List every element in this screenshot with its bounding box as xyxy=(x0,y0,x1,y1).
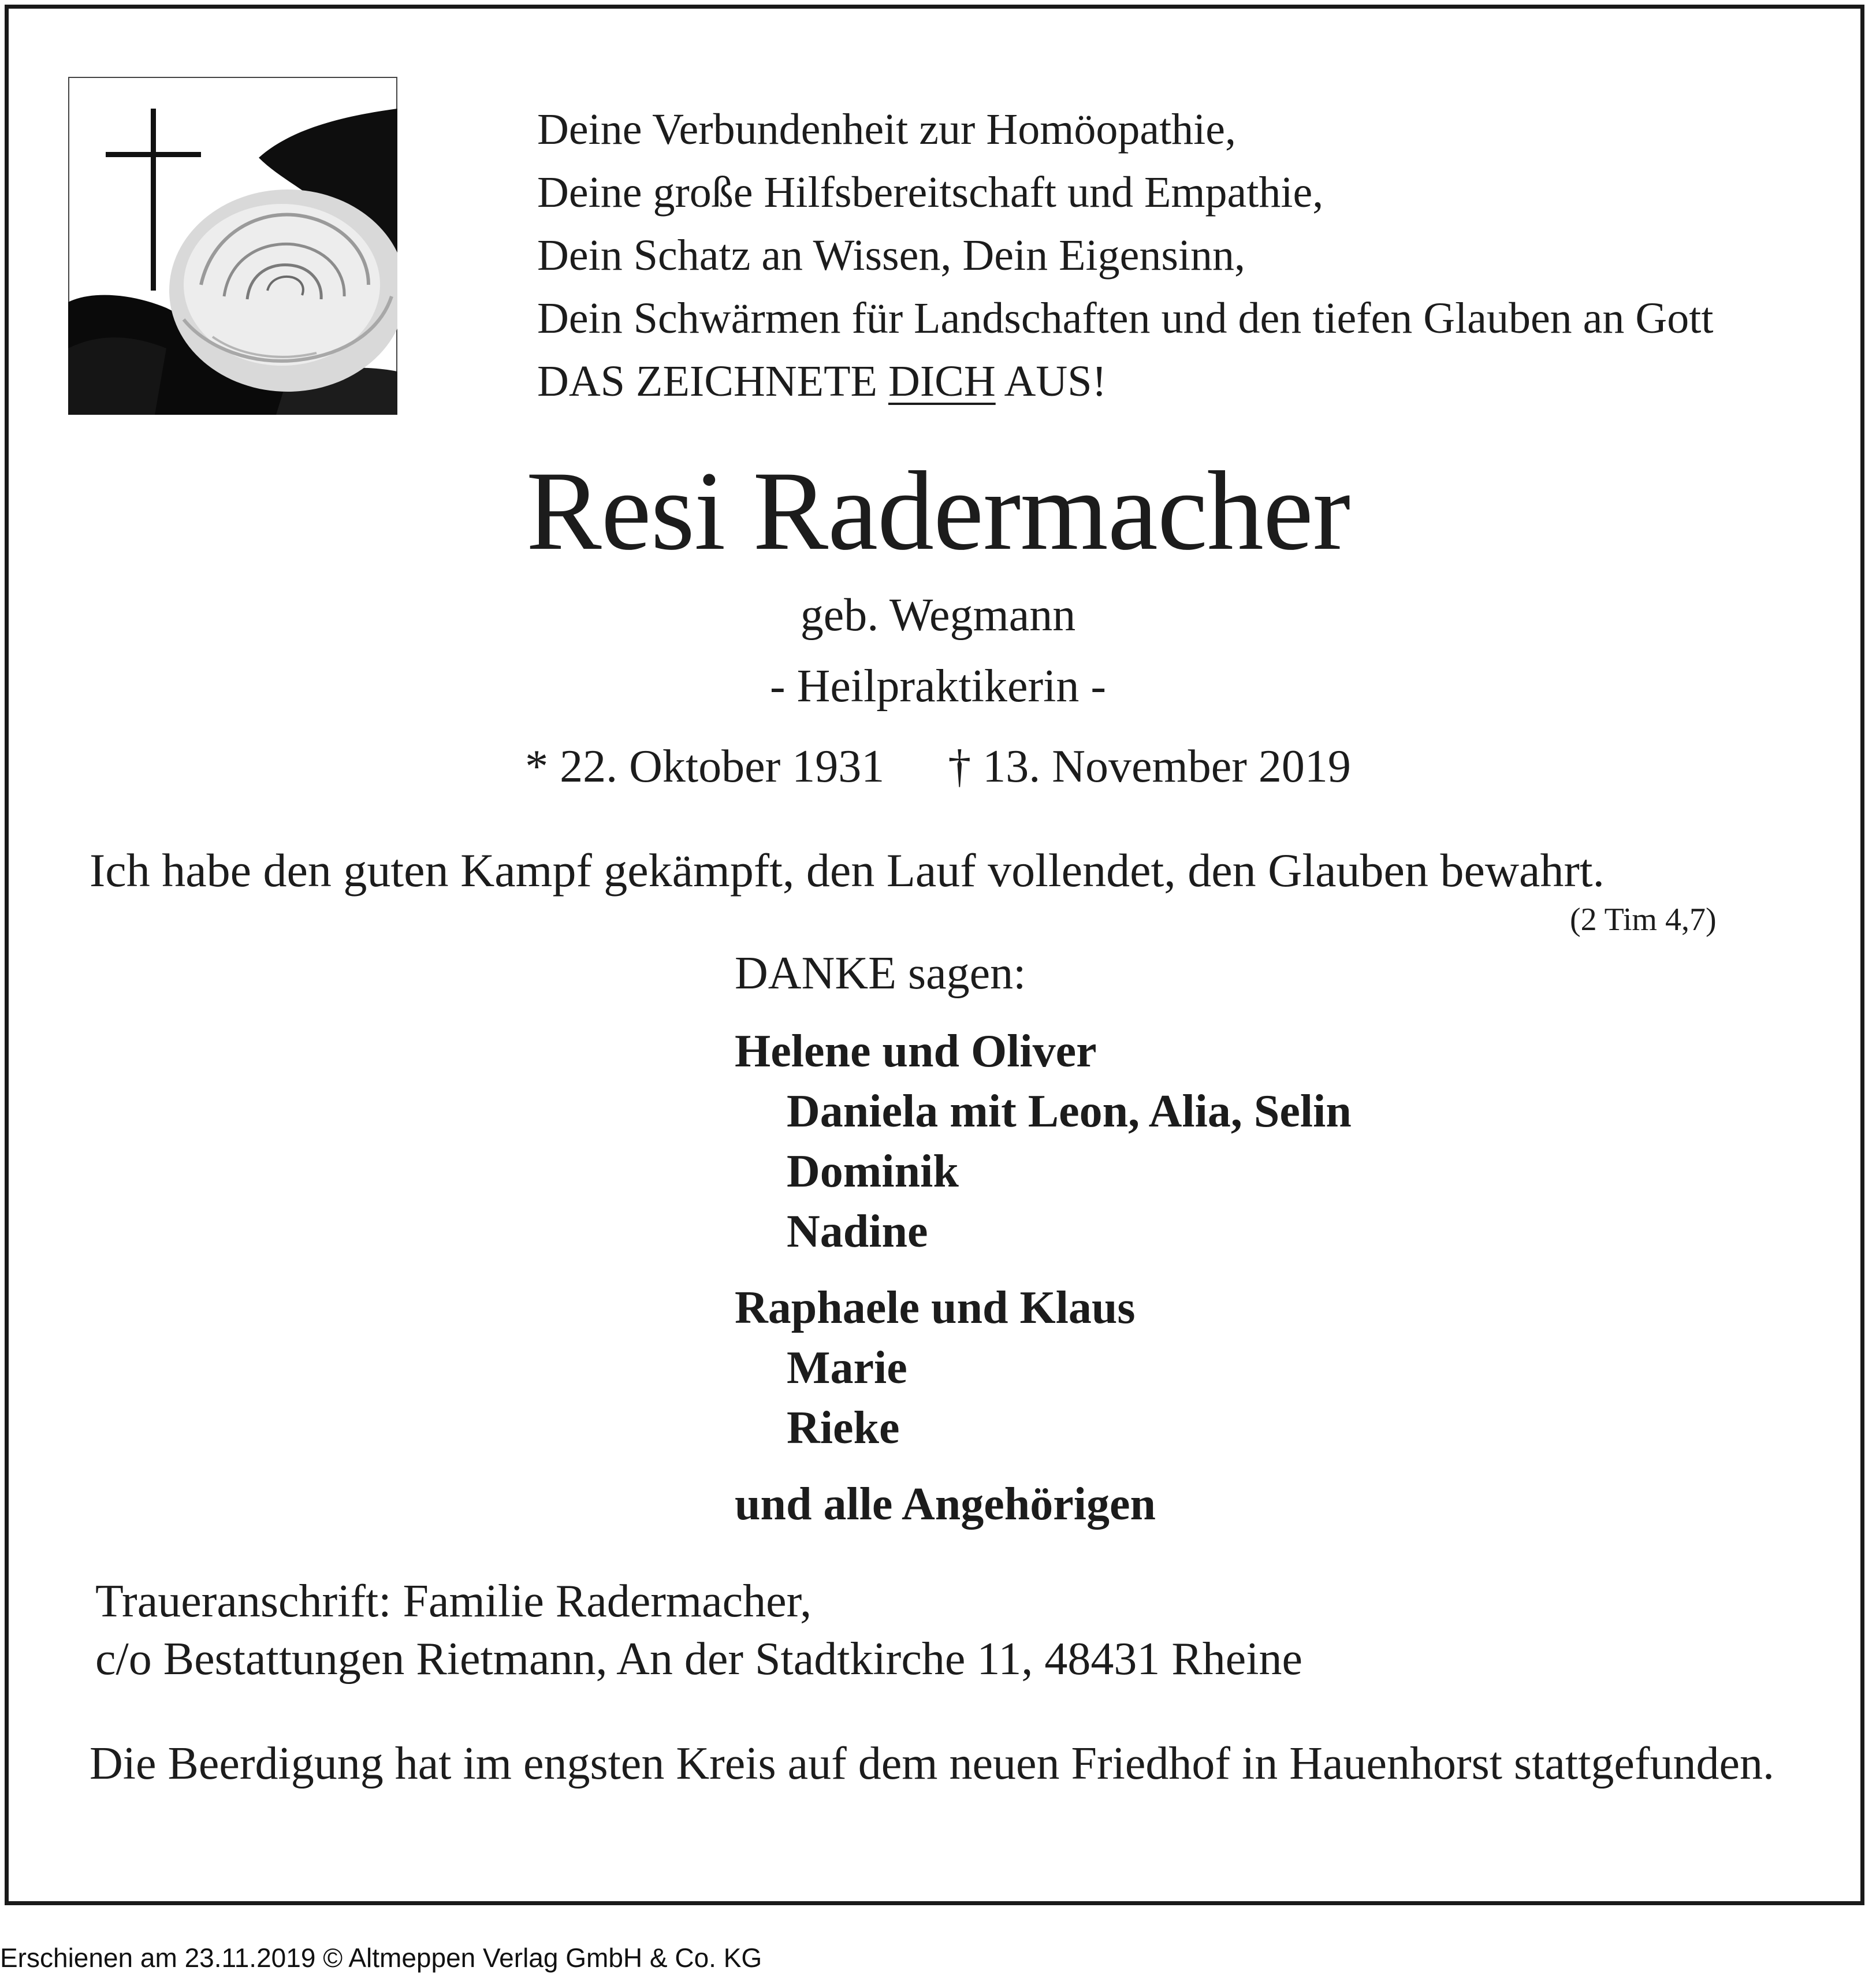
mourner-name: Dominik xyxy=(787,1146,959,1197)
verse-line xyxy=(537,350,1714,413)
death-date: † 13. November 2019 xyxy=(948,741,1351,792)
verse-line: Dein Schwärmen für Landschaften und den tiefen Glauben an Gott xyxy=(537,294,1714,343)
mourner-name: Helene und Oliver xyxy=(735,1026,1097,1077)
verse-line: Deine große Hilfsbereitschaft und Empathie, xyxy=(537,168,1324,217)
mourning-address xyxy=(95,1572,1302,1688)
mourners-list xyxy=(735,1021,1352,1534)
mourner-group xyxy=(735,1278,1352,1458)
bible-quote: Ich habe den guten Kampf gekämpft, den Lauf vollendet, den Glauben bewahrt. xyxy=(90,844,1605,897)
thanks-heading: DANKE sagen: xyxy=(735,948,1026,999)
birth-name: geb. Wegmann xyxy=(800,590,1076,641)
burial-note: Die Beerdigung hat im engsten Kreis auf dem neuen Friedhof in Hauenhorst stattgefunden. xyxy=(90,1738,1774,1789)
birth-date: * 22. Oktober 1931 xyxy=(525,741,885,792)
mourner-name: Rieke xyxy=(787,1403,900,1453)
verse-line: Dein Schatz an Wissen, Dein Eigensinn, xyxy=(537,231,1246,280)
life-dates xyxy=(0,741,1876,793)
address-line: Traueranschrift: Familie Radermacher, xyxy=(95,1576,812,1627)
cross-rose-photo xyxy=(68,77,397,415)
publication-footer: Erschienen am 23.11.2019 © Altmeppen Verlag GmbH & Co. KG xyxy=(0,1943,762,1973)
mourner-group xyxy=(735,1021,1352,1262)
deceased-name: Resi Radermacher xyxy=(526,448,1350,574)
profession: - Heilpraktikerin - xyxy=(770,661,1106,712)
mourner-name: Daniela mit Leon, Alia, Selin xyxy=(787,1086,1352,1137)
memorial-verse xyxy=(537,98,1714,413)
bible-reference: (2 Tim 4,7) xyxy=(1570,902,1717,938)
verse-line: Deine Verbundenheit zur Homöopathie, xyxy=(537,105,1237,154)
mourner-name: und alle Angehörigen xyxy=(735,1479,1156,1530)
address-line: c/o Bestattungen Rietmann, An der Stadtkirche 11, 48431 Rheine xyxy=(95,1634,1302,1685)
mourner-name: Raphaele und Klaus xyxy=(735,1282,1136,1333)
verse-text: AUS! xyxy=(995,357,1107,406)
mourner-name: Nadine xyxy=(787,1206,928,1257)
verse-text: DAS ZEICHNETE xyxy=(537,357,888,406)
mourner-name: Marie xyxy=(787,1343,907,1393)
verse-emphasis: DICH xyxy=(888,357,996,406)
